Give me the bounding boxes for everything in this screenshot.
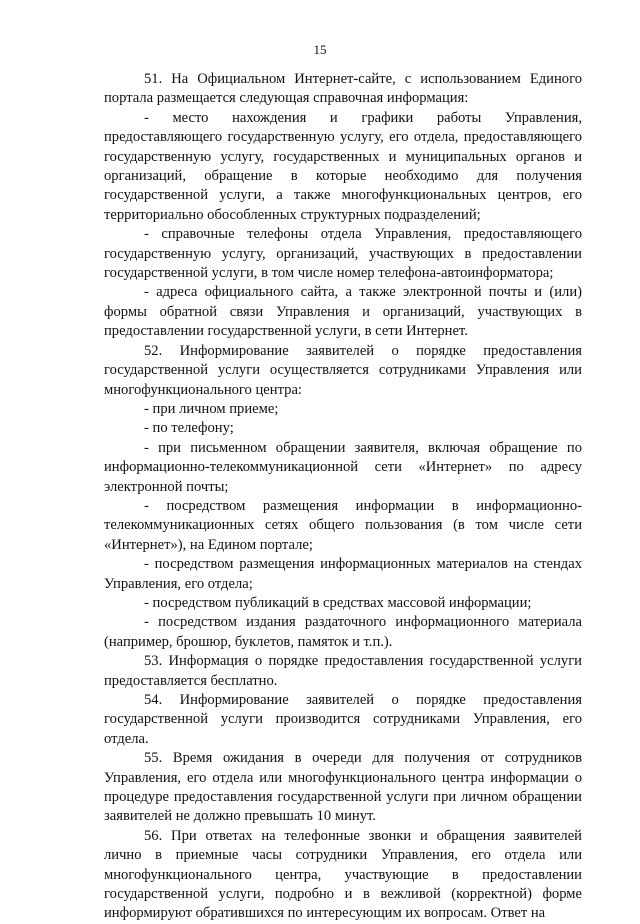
list-item: - при письменном обращении заявителя, включая обращение по информационно-телекоммуникационной сети «Интернет» по адресу электронной почты; bbox=[104, 439, 582, 495]
list-item: - справочные телефоны отдела Управления, предоставляющего государственную услугу, организаций, участвующих в предоставлении государственной услуги, в том числе номер телефона-автоинформатора; bbox=[104, 226, 582, 282]
paragraph-56: 56. При ответах на телефонные звонки и обращения заявителей лично в приемные часы сотрудники Управления, его отдела или многофункционального центра, участвующие в предоставлении государственной услуги, подробно и в вежливой (корректной) форме информируют обратившихся по интересующим их вопросам. Ответ на bbox=[104, 827, 582, 922]
list-item: - посредством издания раздаточного информационного материала (например, брошюр, буклетов, памяток и т.п.). bbox=[104, 614, 582, 650]
list-item: - при личном приеме; bbox=[144, 400, 279, 417]
paragraph-54: 54. Информирование заявителей о порядке предоставления государственной услуги производится сотрудниками Управления, его отдела. bbox=[104, 692, 582, 747]
document-body bbox=[104, 70, 582, 924]
list-item: - посредством размещения информации в информационно-телекоммуникационных сетях общего пользования (в том числе сети «Интернет»), на Едином портале; bbox=[104, 497, 582, 553]
paragraph-51: 51. На Официальном Интернет-сайте, с использованием Единого портала размещается следующая справочная информация: bbox=[104, 71, 582, 107]
paragraph-53: 53. Информация о порядке предоставления государственной услуги предоставляется бесплатно. bbox=[104, 653, 582, 689]
list-item: - место нахождения и графики работы Управления, предоставляющего государственную услугу, его отдела, предоставляющего государственную услугу, государственных и муниципальных органов и организаций, обращение в которые необходимо для получения государственной услуги, а также многофункциональных центров, его территориально обособленных структурных подразделений; bbox=[104, 109, 582, 223]
page-number: 15 bbox=[313, 42, 327, 57]
list-item: - по телефону; bbox=[144, 420, 234, 437]
list-item: - посредством размещения информационных материалов на стендах Управления, его отдела; bbox=[104, 556, 582, 592]
paragraph-55: 55. Время ожидания в очереди для получения от сотрудников Управления, его отдела или многофункционального центра информации о процедуре предоставления государственной услуги при личном обращении заявителей не должно превышать 10 минут. bbox=[104, 750, 582, 825]
list-item: - посредством публикаций в средствах массовой информации; bbox=[144, 594, 532, 611]
list-item: - адреса официального сайта, а также электронной почты и (или) формы обратной связи Управления и организаций, участвующих в предоставлении государственной услуги, в сети Интернет. bbox=[104, 284, 582, 340]
paragraph-52: 52. Информирование заявителей о порядке предоставления государственной услуги осуществляется сотрудниками Управления или многофункционального центра: bbox=[104, 342, 582, 398]
